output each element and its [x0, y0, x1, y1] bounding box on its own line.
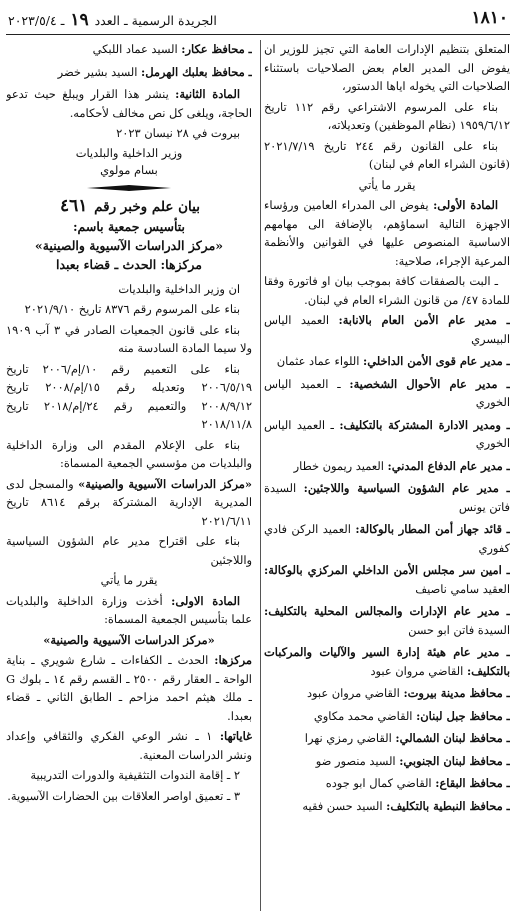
article-text: أخذت وزارة الداخلية والبلديات علما بتأسيس الجمعية المسماة:	[6, 593, 252, 626]
entry-name: ـ العميد الياس الخوري	[264, 417, 510, 450]
entry-title: ـ مدير عام الأمن العام بالانابة:	[338, 313, 510, 327]
delegation-entry	[264, 457, 510, 476]
header-rule	[6, 34, 510, 35]
goal-item	[6, 727, 252, 764]
basis-paragraph: بناء على اقتراح مدير عام الشؤون السياسية واللاجئين	[6, 534, 252, 567]
delegation-entry	[264, 602, 510, 639]
entry-name: اللواء عماد عثمان	[276, 354, 360, 368]
entry-title: ـ محافظ البقاع:	[435, 776, 510, 790]
page-header	[8, 8, 508, 32]
article-1	[264, 196, 510, 270]
entry-title: ـ محافظ النبطية بالتكليف:	[386, 798, 510, 813]
delegation-entry	[264, 729, 510, 748]
intro-paragraph: المتعلق بتنظيم الإدارات العامة التي تجيز للوزير ان يفوض الى المدير العام بعض الصلاحيات باستثناء الصلاحيات التي يخوله اياها الدستور،	[264, 42, 510, 93]
delegation-entry	[264, 311, 510, 348]
goals-label: غاياتها:	[219, 729, 252, 743]
basis-paragraph: بناء على المرسوم رقم ٨٣٧٦ تاريخ ٢٠٢١/٩/١٠	[24, 302, 240, 316]
entry-title: ـ مدير عام الشؤون السياسية واللاجئين:	[303, 481, 510, 495]
issue-date: ـ ٢٠٢٣/٥/٤	[8, 13, 65, 28]
notice-number: ٤٦١	[60, 195, 88, 216]
journal-title	[8, 10, 217, 30]
goal-text: ١ ـ نشر الوعي الفكري والثقافي وإعداد ونشر الدراسات المعنية.	[6, 729, 252, 762]
basis-paragraph: بناء على قانون الجمعيات الصادر في ٣ آب ١٩٠٩ ولا سيما المادة السادسة منه	[6, 322, 252, 355]
entry-name: العميد ريمون خطار	[293, 458, 384, 473]
notice-subheading: بتأسيس جمعية باسم:	[72, 218, 186, 234]
association-name	[6, 631, 252, 650]
entry-title: ـ محافظ لبنان الجنوبي:	[399, 753, 510, 768]
entry-name: القاضي مروان عبود	[306, 686, 400, 700]
article-text: يفوض الى المدراء العامين ورؤساء الاجهزة التالية اسماؤهم، بالإضافة الى مهامهم الاساسية المنصوص عليها في القوانين والأنظمة المرعية الإجراء، صلاحية:	[264, 198, 510, 268]
left-column	[6, 40, 252, 923]
entry-name: السيدة فاتن ابو حسن	[408, 622, 510, 637]
decision-heading: يقرر ما يأتي	[358, 177, 416, 192]
delegation-entry	[264, 416, 510, 453]
delegation-entry	[264, 774, 510, 793]
article-text: ينشر هذا القرار ويبلغ حيث تدعو الحاجة، ويلغى كل نص مخالف لأحكامه.	[6, 87, 252, 120]
entry-title: ـ مدير عام الأحوال الشخصية:	[349, 376, 510, 391]
goal-item	[6, 766, 252, 785]
goals-list	[6, 727, 252, 805]
article-2	[6, 85, 252, 122]
notice-heading	[6, 197, 252, 217]
hq-text: الحدث ـ الكفاءات ـ شارع شويري ـ بناية الواحة ـ العقار رقم ٢٥٠٠ ـ القسم رقم ١٤ ـ بلوك G ـ ملك هيثم احمد مزاحم ـ الطابق الثاني ـ قضاء بعبدا.	[6, 653, 252, 723]
association-name-text: «مركز الدراسات الآسيوية والصينية»	[43, 632, 215, 647]
registration-text: والمسجل لدى المديرية الإدارية المشتركة برقم ٨٦١٤ تاريخ ٢٠٢١/٦/١١	[6, 476, 252, 528]
right-column	[264, 40, 510, 923]
column-divider	[260, 40, 261, 911]
delegation-entry	[264, 352, 510, 371]
entry-name: السيد حسن فقيه	[302, 798, 383, 813]
article-label: المادة الاولى:	[171, 593, 241, 608]
delegation-entry	[264, 375, 510, 412]
delegation-entry	[264, 643, 510, 680]
entry-name: القاضي كمال ابو جوده	[325, 776, 432, 790]
basis-paragraph: بناء على القانون رقم ٢٤٤ تاريخ ٢٠٢١/٧/١٩ (قانون الشراء العام في لبنان)	[264, 138, 510, 171]
entry-name: العميد الركن فادي كفوري	[264, 522, 510, 555]
association-name: «مركز الدراسات الآسيوية والصينية»	[78, 476, 252, 491]
journal-name: الجريدة الرسمية ـ العدد	[94, 13, 217, 28]
signature-place-date: بيروت في ٢٨ نيسان ٢٠٢٣	[116, 126, 240, 140]
delegation-entry	[264, 797, 510, 816]
goal-text: ٣ ـ تعميق اواصر العلاقات بين الحضارات الآسيوية.	[7, 788, 240, 803]
entry-name: العقيد سامي ناصيف	[415, 581, 510, 596]
basis-paragraph: بناء على المرسوم الاشتراعي رقم ١١٢ تاريخ ١٩٥٩/٦/١٢ (نظام الموظفين) وتعديلاته،	[264, 99, 510, 132]
notice-association-name: «مركز الدراسات الآسيوية والصينية»	[34, 237, 224, 253]
hq-label: مركزها:	[214, 653, 252, 667]
entry-title: ـ محافظ بعلبك الهرمل:	[141, 64, 252, 79]
entry-name: القاضي رمزي نهرا	[304, 731, 392, 745]
goal-item	[6, 787, 252, 806]
entry-name: السيدة فاتن يونس	[264, 481, 510, 514]
article-1	[6, 592, 252, 629]
entry-title: ـ محافظ مدينة بيروت:	[403, 686, 510, 700]
entry-title: ـ مدير عام هيئة إدارة السير والآليات والمركبات بالتكليف:	[264, 645, 510, 678]
entry-title: ـ محافظ عكار:	[181, 42, 252, 56]
notice-headquarters: مركزها: الحدث ـ قضاء بعبدا	[55, 256, 203, 272]
article-clause: ـ البت بالصفقات كافة بموجب بيان او فاتورة وفقا للمادة ٤٧/ من قانون الشراء العام في لبنان.	[264, 274, 510, 307]
delegation-entry	[6, 40, 252, 59]
basis-paragraph: بناء على الإعلام المقدم الى وزارة الداخلية والبلديات من مؤسسي الجمعية المسماة:	[6, 437, 252, 470]
entry-title: ـ محافظ جبل لبنان:	[416, 708, 510, 723]
section-divider	[87, 185, 171, 191]
entry-name: العميد الياس البيسري	[264, 313, 510, 346]
goal-text: ٢ ـ إقامة الندوات التثقيفية والدورات التدريبية	[30, 768, 240, 782]
governors-list	[6, 40, 252, 81]
entry-title: ـ امين سر مجلس الأمن الداخلي المركزي بالوكالة:	[264, 563, 510, 577]
delegation-entry	[6, 63, 252, 82]
delegation-entry	[264, 752, 510, 771]
basis-paragraph	[6, 475, 252, 531]
entry-name: السيد بشير خضر	[57, 64, 138, 79]
entry-name: ـ العميد الياس الخوري	[264, 376, 510, 409]
issue-number: ١٩	[70, 10, 89, 30]
delegation-entry	[264, 707, 510, 726]
entry-name: القاضي محمد مكاوي	[313, 708, 413, 723]
article-label: المادة الثانية:	[175, 87, 240, 101]
delegation-entry	[264, 479, 510, 516]
delegation-entry	[264, 561, 510, 598]
entry-title: ـ مدير عام الدفاع المدني:	[387, 458, 510, 473]
entry-name: السيد عماد اللبكي	[92, 42, 178, 56]
delegates-list	[264, 311, 510, 815]
entry-title: ـ ومدير الادارة المشتركة بالتكليف:	[339, 417, 510, 432]
entry-title: ـ مدير عام الإدارات والمجالس المحلية بالتكليف:	[264, 604, 510, 618]
delegation-entry	[264, 520, 510, 557]
headquarters-paragraph	[6, 651, 252, 725]
entry-name: السيد منصور ضو	[315, 753, 396, 768]
page-number: ١٨١٠	[471, 8, 508, 28]
notice-heading-prefix: بيان علم وخبر رقم	[94, 198, 200, 215]
article-label: المادة الأولى:	[433, 198, 498, 212]
entry-name: القاضي مروان عبود	[370, 663, 464, 678]
basis-paragraph: بناء على التعميم رقم ١٠/إم/٢٠٠٦ تاريخ ٢٠٠٦/٥/١٩ وتعديله رقم ١٥/إم/٢٠٠٨ تاريخ ٢٠٠٨/٩/١٢ والتعميم رقم ٢٤/إم/٢٠١٨ تاريخ ٢٠١٨/١١/٨	[6, 361, 252, 431]
signature-name: بسام مولوي	[100, 162, 158, 177]
minister-line: ان وزير الداخلية والبلديات	[118, 281, 240, 296]
signature-title: وزير الداخلية والبلديات	[75, 145, 183, 160]
entry-title: ـ مدير عام قوى الأمن الداخلي:	[363, 354, 510, 368]
entry-title: ـ محافظ لبنان الشمالي:	[395, 731, 510, 745]
entry-title: ـ قائد جهاز أمن المطار بالوكالة:	[355, 522, 510, 536]
delegation-entry	[264, 684, 510, 703]
decision-heading: يقرر ما يأتي	[100, 573, 158, 587]
